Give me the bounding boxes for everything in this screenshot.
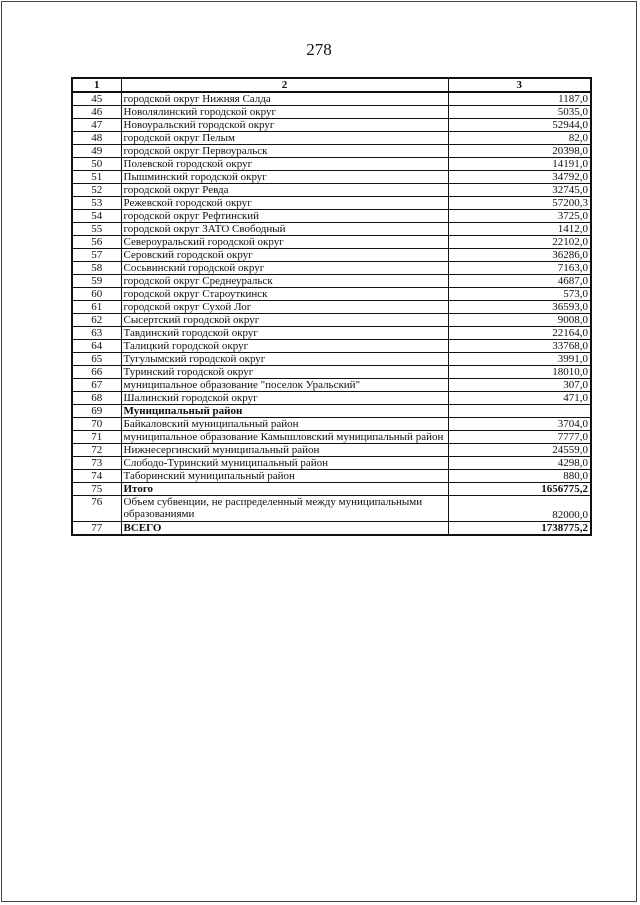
row-number-cell: 64 <box>72 340 121 353</box>
row-value-cell: 880,0 <box>448 470 591 483</box>
row-name-cell: городской округ Староуткинск <box>121 288 448 301</box>
table-row <box>72 444 591 457</box>
table-row <box>72 119 591 132</box>
row-name-cell: Объем субвенции, не распределенный между муниципальными образованиями <box>121 496 448 522</box>
table-row <box>72 223 591 236</box>
row-value-cell: 4687,0 <box>448 275 591 288</box>
row-name-cell: Тугулымский городской округ <box>121 353 448 366</box>
row-number-cell: 50 <box>72 158 121 171</box>
row-name-cell: Итого <box>121 483 448 496</box>
table-row <box>72 470 591 483</box>
row-value-cell: 1187,0 <box>448 92 591 106</box>
row-name-cell: Таборинский муниципальный район <box>121 470 448 483</box>
row-name-cell: городской округ Рефтинский <box>121 210 448 223</box>
table-body <box>72 78 591 535</box>
document-page <box>1 1 637 902</box>
table-row <box>72 197 591 210</box>
table-row <box>72 340 591 353</box>
row-value-cell: 24559,0 <box>448 444 591 457</box>
row-value-cell: 1412,0 <box>448 223 591 236</box>
page-number: 278 <box>306 40 332 59</box>
table-row <box>72 483 591 496</box>
row-name-cell: Режевской городской округ <box>121 197 448 210</box>
table-row <box>72 379 591 392</box>
row-value-cell: 52944,0 <box>448 119 591 132</box>
row-value-cell: 82,0 <box>448 132 591 145</box>
row-name-cell: Сосьвинский городской округ <box>121 262 448 275</box>
row-name-cell: Полевской городской округ <box>121 158 448 171</box>
row-number-cell: 67 <box>72 379 121 392</box>
row-name-cell: Талицкий городской округ <box>121 340 448 353</box>
row-name-cell: Тавдинский городской округ <box>121 327 448 340</box>
row-value-cell: 307,0 <box>448 379 591 392</box>
table-row <box>72 288 591 301</box>
row-value-cell: 4298,0 <box>448 457 591 470</box>
row-number-cell: 72 <box>72 444 121 457</box>
row-number-cell: 76 <box>72 496 121 522</box>
row-number-cell: 53 <box>72 197 121 210</box>
row-value-cell: 471,0 <box>448 392 591 405</box>
row-value-cell: 36593,0 <box>448 301 591 314</box>
row-value-cell: 32745,0 <box>448 184 591 197</box>
row-value-cell: 18010,0 <box>448 366 591 379</box>
header-cell-number: 1 <box>72 78 121 92</box>
row-name-cell: Нижнесергинский муниципальный район <box>121 444 448 457</box>
table-row <box>72 405 591 418</box>
row-number-cell: 48 <box>72 132 121 145</box>
table-row <box>72 392 591 405</box>
row-number-cell: 62 <box>72 314 121 327</box>
table-row <box>72 92 591 106</box>
table-row <box>72 158 591 171</box>
table-row <box>72 275 591 288</box>
row-name-cell: Новоуральский городской округ <box>121 119 448 132</box>
row-value-cell: 7163,0 <box>448 262 591 275</box>
row-number-cell: 61 <box>72 301 121 314</box>
row-number-cell: 58 <box>72 262 121 275</box>
row-number-cell: 70 <box>72 418 121 431</box>
row-number-cell: 51 <box>72 171 121 184</box>
row-value-cell: 36286,0 <box>448 249 591 262</box>
row-name-cell: муниципальное образование Камышловский муниципальный район <box>121 431 448 444</box>
row-name-cell: Туринский городской округ <box>121 366 448 379</box>
row-value-cell: 7777,0 <box>448 431 591 444</box>
row-value-cell: 1738775,2 <box>448 522 591 536</box>
row-name-cell: городской округ Нижняя Салда <box>121 92 448 106</box>
row-name-cell: городской округ Сухой Лог <box>121 301 448 314</box>
row-number-cell: 68 <box>72 392 121 405</box>
row-name-cell: городской округ ЗАТО Свободный <box>121 223 448 236</box>
table-row <box>72 522 591 536</box>
table-row <box>72 327 591 340</box>
table-row <box>72 210 591 223</box>
row-number-cell: 74 <box>72 470 121 483</box>
row-number-cell: 52 <box>72 184 121 197</box>
row-value-cell: 3991,0 <box>448 353 591 366</box>
row-number-cell: 57 <box>72 249 121 262</box>
row-number-cell: 59 <box>72 275 121 288</box>
row-value-cell: 14191,0 <box>448 158 591 171</box>
row-name-cell: городской округ Среднеуральск <box>121 275 448 288</box>
row-value-cell: 3725,0 <box>448 210 591 223</box>
table-row <box>72 145 591 158</box>
row-value-cell: 3704,0 <box>448 418 591 431</box>
table-row <box>72 301 591 314</box>
row-name-cell: городской округ Первоуральск <box>121 145 448 158</box>
row-name-cell: Пышминский городской округ <box>121 171 448 184</box>
row-value-cell: 22102,0 <box>448 236 591 249</box>
row-name-cell: Муниципальный район <box>121 405 448 418</box>
row-value-cell: 1656775,2 <box>448 483 591 496</box>
row-number-cell: 75 <box>72 483 121 496</box>
row-name-cell: Слободо-Туринский муниципальный район <box>121 457 448 470</box>
row-name-cell: Сысертский городской округ <box>121 314 448 327</box>
row-number-cell: 56 <box>72 236 121 249</box>
row-value-cell: 5035,0 <box>448 106 591 119</box>
row-value-cell: 57200,3 <box>448 197 591 210</box>
table-row <box>72 353 591 366</box>
subvention-table <box>71 77 592 536</box>
row-name-cell: Байкаловский муниципальный район <box>121 418 448 431</box>
table-header-row <box>72 78 591 92</box>
table-row <box>72 236 591 249</box>
row-number-cell: 49 <box>72 145 121 158</box>
row-number-cell: 77 <box>72 522 121 536</box>
row-name-cell: городской округ Ревда <box>121 184 448 197</box>
row-value-cell <box>448 405 591 418</box>
header-cell-value: 3 <box>448 78 591 92</box>
row-number-cell: 54 <box>72 210 121 223</box>
row-name-cell: городской округ Пелым <box>121 132 448 145</box>
table-row <box>72 184 591 197</box>
row-name-cell: Шалинский городской округ <box>121 392 448 405</box>
table-row <box>72 418 591 431</box>
row-name-cell: Серовский городской округ <box>121 249 448 262</box>
row-name-cell: ВСЕГО <box>121 522 448 536</box>
row-number-cell: 45 <box>72 92 121 106</box>
row-number-cell: 71 <box>72 431 121 444</box>
row-number-cell: 63 <box>72 327 121 340</box>
row-number-cell: 55 <box>72 223 121 236</box>
row-value-cell: 82000,0 <box>448 496 591 522</box>
table-row <box>72 249 591 262</box>
row-number-cell: 73 <box>72 457 121 470</box>
table-row <box>72 314 591 327</box>
row-number-cell: 69 <box>72 405 121 418</box>
table-row <box>72 132 591 145</box>
row-value-cell: 34792,0 <box>448 171 591 184</box>
row-value-cell: 33768,0 <box>448 340 591 353</box>
row-name-cell: Новолялинский городской округ <box>121 106 448 119</box>
table-row <box>72 171 591 184</box>
row-name-cell: Североуральский городской округ <box>121 236 448 249</box>
header-cell-name: 2 <box>121 78 448 92</box>
row-number-cell: 66 <box>72 366 121 379</box>
row-number-cell: 60 <box>72 288 121 301</box>
table-row <box>72 496 591 522</box>
row-value-cell: 9008,0 <box>448 314 591 327</box>
row-number-cell: 46 <box>72 106 121 119</box>
row-value-cell: 573,0 <box>448 288 591 301</box>
row-number-cell: 47 <box>72 119 121 132</box>
table-row <box>72 457 591 470</box>
row-name-cell: муниципальное образование "поселок Уральский" <box>121 379 448 392</box>
table-row <box>72 106 591 119</box>
table-row <box>72 431 591 444</box>
table-row <box>72 262 591 275</box>
row-value-cell: 20398,0 <box>448 145 591 158</box>
row-number-cell: 65 <box>72 353 121 366</box>
table-row <box>72 366 591 379</box>
row-value-cell: 22164,0 <box>448 327 591 340</box>
